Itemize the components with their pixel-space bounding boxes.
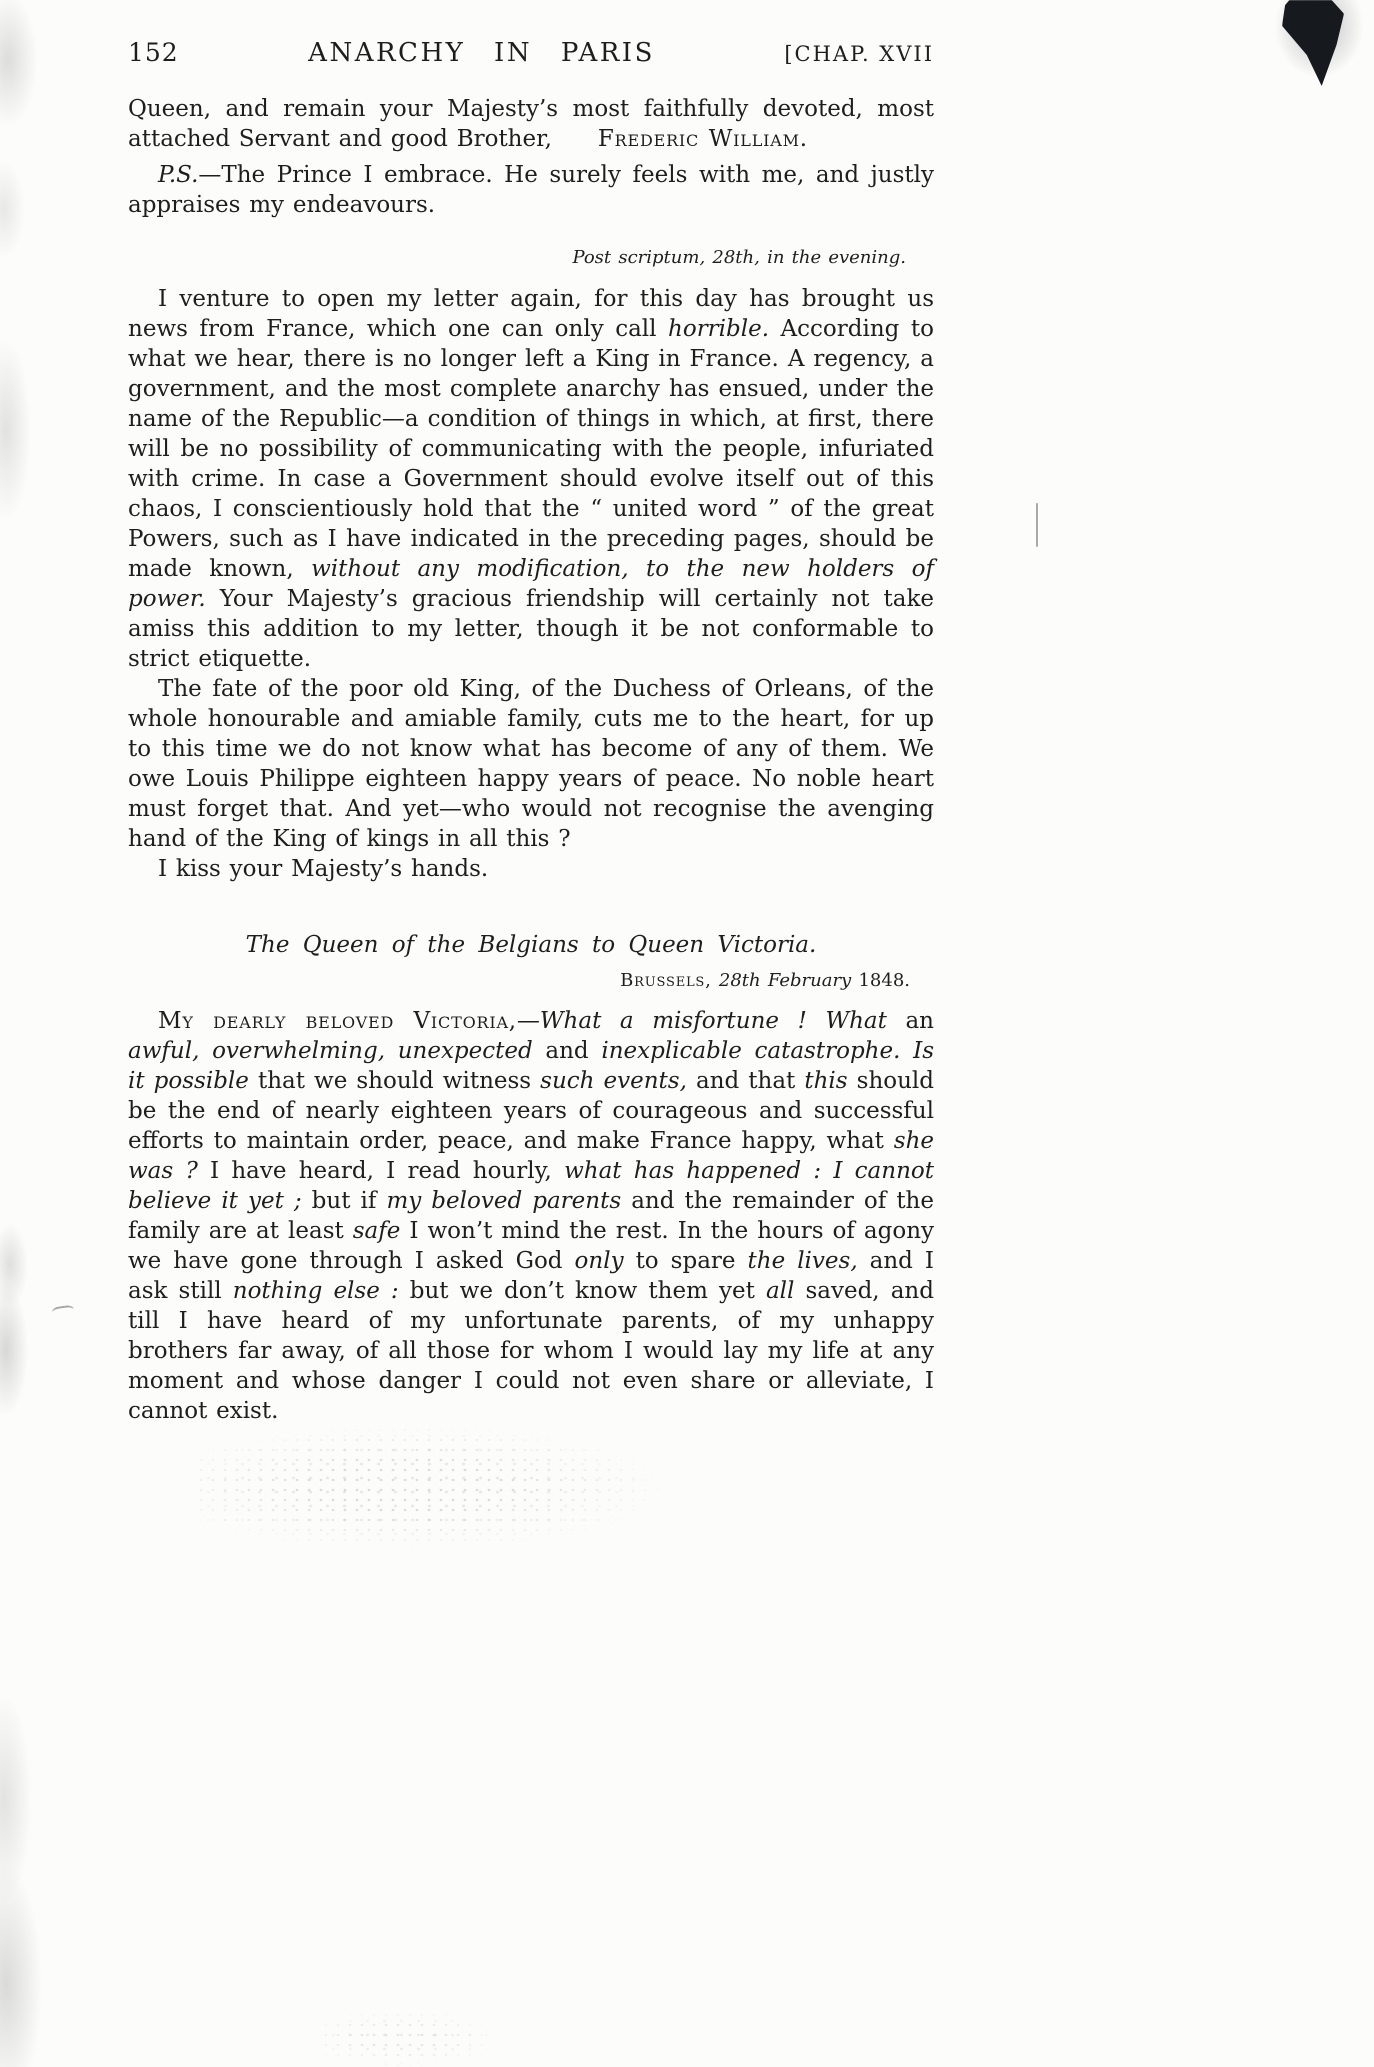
text-segment-normal: an: [886, 1008, 934, 1034]
page-header: [128, 38, 934, 68]
text-segment-normal: According to what we hear, there is no longer left a King in France. A regency, a government, and the most complete anarchy has ensued, under the name of the Republic—a condition of things in which, at first, there will be no possibility of communicating with the people, infuriated with crime. In case a Government should evolve itself out of this chaos, I conscientiously hold that the “ united word ” of the great Powers, such as I have indicated in the preceding pages, should be made known,: [128, 316, 934, 582]
text-segment-italic: only: [574, 1248, 624, 1274]
scan-speckles-bottom: [195, 1425, 665, 1550]
text-segment-normal: and I ask still: [128, 1248, 934, 1304]
text-segment-italic: such events,: [540, 1068, 687, 1094]
text-segment-normal: Queen, and remain your Majesty’s most faithfully devoted, most attached Servant and good Brother,: [128, 96, 934, 152]
text-segment-normal: that we should witness: [248, 1068, 541, 1094]
text-segment-normal: and that: [686, 1068, 805, 1094]
text-segment-normal: —The Prince I embrace. He surely feels with me, and justly appraises my endeavours.: [128, 162, 934, 218]
text-segment-normal: [712, 970, 719, 991]
text-segment-normal: I have heard, I read hourly,: [197, 1158, 565, 1184]
text-segment-italic: Post scriptum, 28th, in the evening.: [572, 247, 906, 268]
text-segment-italic: The Queen of the Belgians to Queen Victoria.: [245, 932, 817, 958]
text-segment-italic: P.S.: [158, 162, 199, 188]
text-segment-italic: this: [804, 1068, 848, 1094]
text-segment-normal: saved, and till I have heard of my unfortunate parents, of my unhappy brothers far away, of all those for whom I would lay my life at any moment and whose danger I could not even share or alleviate, I cannot exist.: [128, 1278, 934, 1424]
text-segment-normal: The fate of the poor old King, of the Duchess of Orleans, of the whole honourable and amiable family, cuts me to the heart, for up to this time we do not know what has become of any of them. We owe Louis Philippe eighteen happy years of peace. No noble heart must forget that. And yet—who would not recognise the avenging hand of the King of kings in all this ?: [128, 676, 934, 852]
text-segment-italic: —What a misfortune ! What: [516, 1008, 887, 1034]
text-segment-italic: awful, overwhelming, unexpected: [128, 1038, 533, 1064]
text-segment-normal: but if: [301, 1188, 387, 1214]
letter-heading: [128, 930, 934, 960]
paragraph-letter-closing: [128, 94, 934, 154]
scan-speckles-bottom-edge: [320, 2010, 500, 2067]
text-segment-smallcaps: Brussels,: [620, 970, 712, 991]
letter-dateline: [128, 970, 910, 992]
text-segment-smallcaps: My dearly beloved Victoria,: [158, 1008, 517, 1034]
page-number: 152: [128, 38, 179, 67]
scan-smudge-left-edge: [0, 0, 80, 2067]
paragraph-kiss-hands: [128, 854, 934, 884]
text-segment-italic: without any modification, to the new holders of power.: [128, 556, 934, 612]
text-segment-normal: [900, 1038, 913, 1064]
text-segment-normal: I kiss your Majesty’s hands.: [158, 856, 489, 882]
ink-blot-corner: [1282, 0, 1344, 86]
text-segment-normal: Your Majesty’s gracious friendship will certainly not take amiss this addition to my letter, though it be not conformable to strict etiquette.: [128, 586, 934, 672]
text-segment-normal: but we don’t know them yet: [398, 1278, 766, 1304]
paragraph-queen-of-belgians: [128, 1006, 934, 1426]
text-segment-italic: all: [765, 1278, 795, 1304]
text-segment-italic: safe: [352, 1218, 401, 1244]
text-segment-italic: she was ?: [128, 1128, 934, 1184]
text-segment-normal: to spare: [623, 1248, 748, 1274]
paragraph-ps: [128, 160, 934, 220]
text-segment-normal: and: [532, 1038, 602, 1064]
running-title: ANARCHY IN PARIS: [308, 38, 655, 68]
page-body: [128, 94, 934, 1426]
text-segment-italic: my beloved parents: [386, 1188, 622, 1214]
text-segment-normal: I venture to open my letter again, for this day has brought us news from France, which one can only call: [128, 286, 934, 342]
text-segment-italic: 28th February: [718, 970, 852, 991]
text-segment-italic: Is it possible: [128, 1038, 934, 1094]
paragraph-fate-of-king: [128, 674, 934, 854]
postscript-line: [128, 246, 906, 270]
paragraph-news-from-france: [128, 284, 934, 674]
scan-mark-right-edge: [1036, 503, 1038, 547]
text-segment-normal: and the remainder of the family are at least: [128, 1188, 934, 1244]
text-segment-italic: what has happened : I cannot believe it yet ;: [128, 1158, 934, 1214]
chapter-reference: [CHAP. XVII: [784, 42, 934, 66]
text-segment-smallcaps: Frederic William.: [597, 126, 808, 152]
text-segment-italic: inexplicable catastrophe.: [601, 1038, 901, 1064]
text-segment-normal: should be the end of nearly eighteen years of courageous and successful efforts to maintain order, peace, and make France happy, what: [128, 1068, 934, 1154]
text-segment-italic: nothing else :: [232, 1278, 399, 1304]
text-column: [128, 38, 934, 1426]
text-segment-italic: the lives,: [747, 1248, 858, 1274]
text-segment-normal: I won’t mind the rest. In the hours of agony we have gone through I asked God: [128, 1218, 935, 1274]
text-segment-normal: 1848.: [851, 970, 910, 991]
text-segment-italic: horrible.: [668, 316, 770, 342]
scan-mark-left-margin: [51, 1305, 74, 1318]
